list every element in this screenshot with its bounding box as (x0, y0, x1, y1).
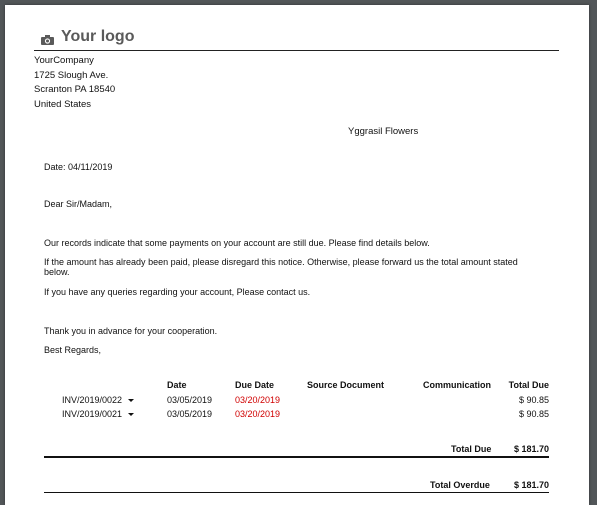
company-street: 1725 Slough Ave. (34, 69, 109, 81)
column-header-communication: Communication (423, 380, 492, 390)
invoice-due-date: 03/20/2019 (235, 395, 281, 405)
column-header-due-date: Due Date (235, 380, 275, 390)
letter-thanks: Thank you in advance for your cooperation. (44, 326, 218, 336)
total-due-value: $ 181.70 (513, 444, 549, 454)
header-divider (34, 50, 559, 51)
letter-paragraph-1: Our records indicate that some payments on your account are still due. Please find details below. (44, 238, 430, 248)
company-country: United States (34, 98, 92, 110)
recipient-name: Yggrasil Flowers (348, 126, 419, 137)
invoice-total-due: $ 90.85 (518, 409, 549, 419)
company-logo (41, 28, 134, 46)
invoice-number: INV/2019/0022 (62, 395, 123, 405)
logo-text: Your logo (61, 28, 135, 45)
letter-paragraph-2: If the amount has already been paid, please disregard this notice. Otherwise, please forward us the total amount stated below. (44, 257, 518, 277)
letter-closing: Best Regards, (44, 345, 102, 355)
total-overdue-value: $ 181.70 (513, 480, 549, 490)
letter-date: Date: 04/11/2019 (44, 162, 113, 172)
company-address (34, 54, 115, 112)
total-due-label: Total Due (451, 444, 492, 454)
document-page (5, 5, 589, 505)
company-city: Scranton PA 18540 (34, 84, 116, 95)
caret-down-icon (128, 399, 134, 402)
total-overdue-divider (44, 492, 549, 493)
invoice-date: 03/05/2019 (167, 395, 213, 405)
caret-down-icon (128, 413, 134, 416)
camera-icon (41, 32, 54, 42)
invoice-dropdown[interactable] (62, 395, 134, 405)
letter-greeting: Dear Sir/Madam, (44, 199, 113, 209)
invoice-due-date: 03/20/2019 (235, 409, 281, 419)
invoice-number: INV/2019/0021 (62, 409, 123, 419)
total-overdue-label: Total Overdue (430, 480, 490, 490)
company-name: YourCompany (34, 55, 94, 66)
total-due-divider (44, 456, 549, 458)
invoice-dropdown[interactable] (62, 409, 134, 419)
column-header-date: Date (167, 380, 187, 390)
column-header-source-document: Source Document (307, 380, 385, 390)
invoice-date: 03/05/2019 (167, 409, 213, 419)
invoice-total-due: $ 90.85 (518, 395, 549, 405)
column-header-total-due: Total Due (508, 380, 549, 390)
letter-paragraph-3: If you have any queries regarding your account, Please contact us. (44, 287, 311, 297)
